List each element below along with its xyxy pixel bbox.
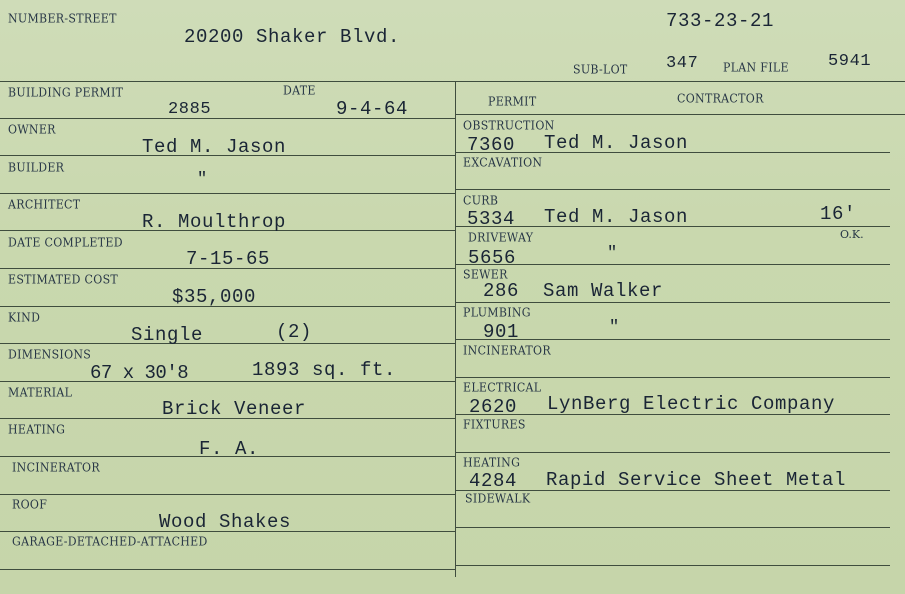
incinerator-label: INCINERATOR (12, 460, 100, 475)
plumbing-contractor: " (609, 318, 620, 337)
obstruction-permit: 7360 (467, 134, 516, 156)
electrical-label: ELECTRICAL (463, 380, 542, 395)
curb-label: CURB (463, 193, 499, 208)
fixtures-label: FIXTURES (463, 417, 526, 432)
material-label: MATERIAL (8, 385, 73, 400)
number-street-label: NUMBER-STREET (8, 11, 117, 26)
curb-ok-note: O.K. (840, 228, 864, 241)
curb-length: 16' (820, 203, 857, 225)
rule-line (455, 264, 890, 265)
plan-file-value: 5941 (828, 52, 872, 71)
obstruction-label: OBSTRUCTION (463, 118, 555, 133)
material-value: Brick Veneer (162, 398, 307, 420)
excavation-label: EXCAVATION (463, 155, 543, 170)
rule-line (455, 302, 890, 303)
driveway-label: DRIVEWAY (468, 230, 534, 245)
plumbing-label: PLUMBING (463, 305, 531, 320)
rule-line (0, 193, 455, 194)
permit-column-label: PERMIT (488, 94, 537, 109)
architect-label: ARCHITECT (8, 197, 81, 212)
heating-value: F. A. (199, 438, 260, 460)
rule-line (455, 565, 890, 566)
estimated-cost-value: $35,000 (172, 286, 257, 308)
rule-line (0, 494, 455, 495)
rule-line (455, 377, 890, 378)
contractor-column-label: CONTRACTOR (677, 91, 764, 106)
sewer-permit: 286 (483, 280, 520, 302)
electrical-permit: 2620 (469, 396, 518, 418)
driveway-permit: 5656 (468, 247, 517, 269)
area-value: 1893 sq. ft. (252, 359, 397, 381)
sewer-label: SEWER (463, 267, 508, 282)
roof-value: Wood Shakes (159, 511, 292, 533)
electrical-contractor: LynBerg Electric Company (547, 393, 836, 415)
driveway-contractor: " (607, 244, 618, 263)
rule-line (455, 527, 890, 528)
sublot-value: 347 (666, 54, 699, 73)
right-heating-label: HEATING (463, 455, 521, 470)
parcel-number: 733-23-21 (666, 10, 775, 32)
plan-file-label: PLAN FILE (723, 60, 789, 75)
rule-line (0, 343, 455, 344)
rule-line (0, 569, 455, 570)
sewer-contractor: Sam Walker (543, 280, 664, 302)
date-label: DATE (283, 83, 316, 98)
rule-line (455, 452, 890, 453)
owner-label: OWNER (8, 122, 56, 137)
sidewalk-label: SIDEWALK (465, 491, 531, 506)
garage-label: GARAGE-DETACHED-ATTACHED (12, 534, 208, 549)
curb-permit: 5334 (467, 208, 516, 230)
architect-value: R. Moulthrop (142, 211, 287, 233)
roof-label: ROOF (12, 497, 48, 512)
kind-label: KIND (8, 310, 41, 325)
rule-line (455, 189, 890, 190)
street-address: 20200 Shaker Blvd. (184, 26, 401, 48)
estimated-cost-label: ESTIMATED COST (8, 272, 119, 287)
dimensions-value: 67 x 30'8 (90, 362, 189, 384)
rule-line (455, 114, 905, 115)
heating-contractor: Rapid Service Sheet Metal (546, 469, 847, 491)
date-completed-label: DATE COMPLETED (8, 235, 123, 250)
building-permit-label: BUILDING PERMIT (8, 85, 124, 100)
builder-label: BUILDER (8, 160, 65, 175)
kind-value: Single (131, 324, 204, 346)
dimensions-label: DIMENSIONS (8, 347, 92, 362)
rule-line (0, 81, 905, 82)
rule-line (455, 339, 890, 340)
permit-date-value: 9-4-64 (336, 98, 409, 120)
column-divider (455, 81, 456, 577)
curb-contractor: Ted M. Jason (544, 206, 689, 228)
owner-value: Ted M. Jason (142, 136, 287, 158)
kind-count: (2) (276, 321, 313, 343)
heating-permit: 4284 (469, 470, 518, 492)
heating-label: HEATING (8, 422, 66, 437)
rule-line (0, 381, 455, 382)
obstruction-contractor: Ted M. Jason (544, 132, 689, 154)
plumbing-permit: 901 (483, 321, 520, 343)
building-permit-value: 2885 (168, 100, 212, 119)
sublot-label: SUB-LOT (573, 62, 628, 77)
date-completed-value: 7-15-65 (186, 248, 271, 270)
right-incinerator-label: INCINERATOR (463, 343, 551, 358)
builder-value: " (197, 170, 208, 189)
